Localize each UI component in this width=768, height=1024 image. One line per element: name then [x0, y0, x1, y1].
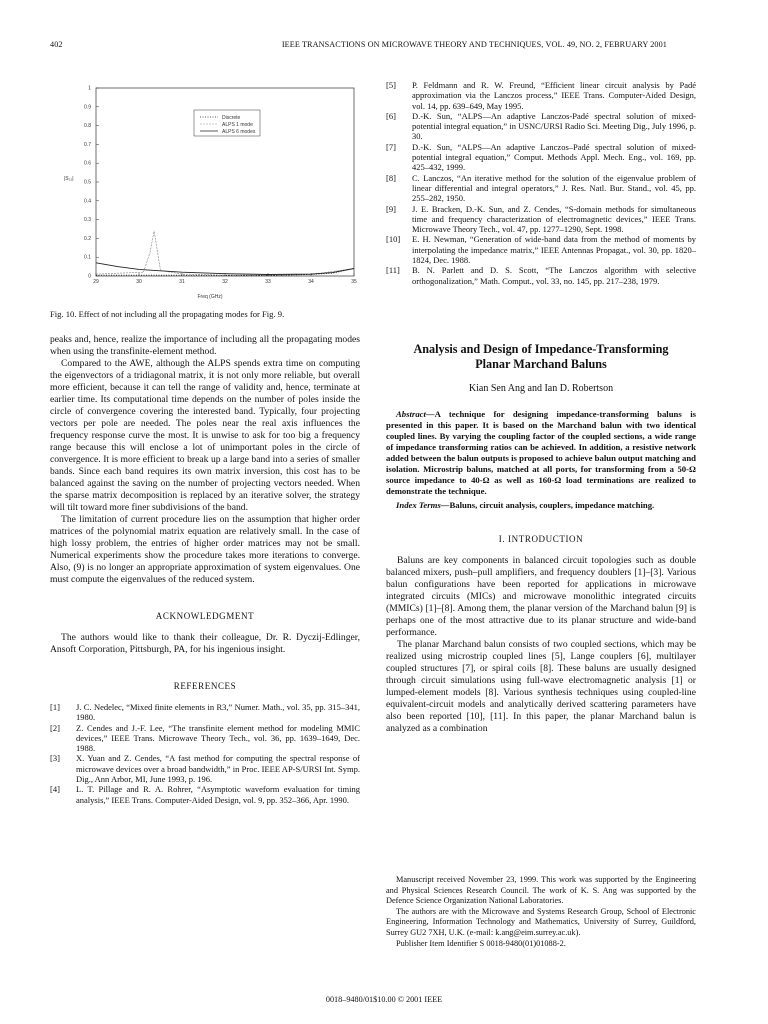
y-axis-label: |S₂₁|: [64, 176, 74, 182]
reference-number: [10]: [386, 234, 401, 245]
reference-item: [386, 80, 696, 111]
reference-text: L. T. Pillage and R. A. Rohrer, “Asymptotic waveform evaluation for timing analysis,” IEEE Trans. Computer-Aided Design, vol. 9, pp. 352–366, Apr. 1990.: [76, 784, 360, 805]
first-page-footnote: [386, 875, 696, 949]
reference-number: [7]: [386, 141, 396, 152]
abstract-label: Abstract—: [396, 408, 435, 419]
legend: [194, 110, 260, 136]
reference-item: [50, 702, 360, 723]
y-tick-label: 0.8: [84, 123, 91, 130]
x-tick-label: 31: [179, 279, 185, 285]
y-tick-label: 0.6: [84, 160, 91, 167]
introduction-heading: I. INTRODUCTION: [498, 533, 584, 544]
reference-text: B. N. Parlett and D. S. Scott, “The Lanczos algorithm with selective orthogonalization,” Math. Comput., vol. 33, no. 145, pp. 217–238, 1979.: [412, 265, 696, 286]
series-line-alps-6-modes: [96, 263, 354, 275]
reference-text: X. Yuan and Z. Cendes, “A fast method for computing the spectral response of microwave devices over a broad bandwidth,” in Proc. IEEE AP-S/URSI Int. Symp. Dig., Ann Arbor, MI, June 1993, p. 196.: [76, 753, 360, 785]
reference-number: [5]: [386, 80, 396, 90]
x-tick-label: 34: [308, 279, 314, 285]
figure-10: [50, 80, 360, 305]
x-tick-label: 30: [136, 279, 142, 285]
abstract: [386, 409, 696, 497]
page-number: 402: [50, 40, 63, 49]
reference-text: E. H. Newman, “Generation of wide-band data from the method of moments by interpolating the impedance matrix,” IEEE Antennas Propagat., vol. 30, pp. 1820–1824, Dec. 1988.: [412, 234, 696, 266]
acknowledgment-text: The authors would like to thank their colleague, Dr. R. Dyczij-Edlinger, Ansoft Corporation, Pittsburgh, PA, for his ingenious insight.: [50, 632, 360, 655]
s21-chart: [50, 80, 360, 305]
reference-text: P. Feldmann and R. W. Freund, “Efficient linear circuit analysis by Padé approximation via the Lanczos process,” IEEE Trans. Computer-Aided Design, vol. 14, pp. 639–649, May 1995.: [412, 80, 696, 111]
legend-label-alps6: ALPS 6 modes: [222, 129, 256, 135]
reference-list-right: [386, 80, 696, 286]
footnote-paragraph: Manuscript received November 23, 1999. This work was supported by the Engineering and Physical Sciences Research Council. The work of K. S. Ang was supported by the Defence Science Organization National Laboratories.: [386, 875, 696, 906]
reference-number: [2]: [50, 722, 60, 733]
reference-item: [386, 234, 696, 265]
y-tick-label: 0.7: [84, 141, 91, 148]
reference-item: [50, 723, 360, 754]
reference-item: [386, 111, 696, 142]
y-tick-label: 0.9: [84, 104, 91, 111]
reference-text: J. C. Nedelec, “Mixed finite elements in R3,” Numer. Math., vol. 35, pp. 315–341, 1980.: [76, 702, 360, 723]
reference-text: J. E. Bracken, D.-K. Sun, and Z. Cendes, “S-domain methods for simultaneous time and frequency characterization of electromagnetic devices,” IEEE Trans. Microwave Theory Tech., vol. 47, pp. 1277–1290, Sept. 1998.: [412, 203, 696, 235]
y-tick-label: 0: [88, 273, 91, 280]
reference-item: [50, 753, 360, 784]
x-axis-label: Freq (GHz): [197, 294, 223, 300]
reference-item: [386, 204, 696, 235]
right-column: [386, 80, 696, 735]
y-tick-label: 0.1: [84, 254, 91, 261]
footnote-paragraph: The authors are with the Microwave and Systems Research Group, School of Electronic Engineering, Information Technology and Mathematics, University of Surrey, Guildford, Surrey GU2 7XH, U.K. (e-mail: k.ang@eim.surrey.ac.uk).: [386, 906, 696, 937]
reference-text: D.-K. Sun, “ALPS—An adaptive Lanczos–Padé spectral solution of mixed-potential integral equation,” Comput. Methods Appl. Mech. Eng., vol. 169, pp. 425–432, 1999.: [412, 141, 696, 173]
reference-number: [1]: [50, 702, 60, 712]
reference-number: [11]: [386, 265, 400, 276]
footnote-paragraph: Publisher Item Identifier S 0018-9480(01)01088-2.: [396, 938, 566, 948]
reference-item: [386, 265, 696, 286]
index-terms-label: Index Terms—: [396, 499, 450, 510]
y-tick-label: 1: [88, 85, 91, 92]
y-tick-label: 0.5: [84, 179, 91, 186]
reference-item: [386, 173, 696, 204]
reference-text: Z. Cendes and J.-F. Lee, “The transfinite element method for modeling MMIC devices,” IEEE Trans. Microwave Theory Tech., vol. 36, pp. 1639–1649, Dec. 1988.: [76, 722, 360, 754]
index-terms: [386, 500, 696, 511]
body-paragraph: The limitation of current procedure lies on the assumption that higher order matrices of the polynomial matrix equation are relatively small. In the case of high lossy problem, the entries of higher order matrices may not be small. Numerical experiments show the procedure takes more iterations to converge. Also, (9) is no longer an appropriate approximation of system eigenvalues. One must compute the eigenvalues of the reduced system.: [50, 514, 360, 585]
article-title: Analysis and Design of Impedance-Transforming Planar Marchand Baluns: [413, 341, 669, 371]
journal-running-head: IEEE TRANSACTIONS ON MICROWAVE THEORY AND TECHNIQUES, VOL. 49, NO. 2, FEBRUARY 2001: [281, 40, 667, 49]
y-tick-label: 0.4: [84, 198, 91, 205]
x-tick-label: 32: [222, 279, 228, 285]
y-tick-label: 0.2: [84, 235, 91, 242]
reference-text: C. Lanczos, “An iterative method for the solution of the eigenvalue problem of linear differential and integral operators,” J. Res. Natl. Bur. Stand., vol. 45, pp. 255–282, 1950.: [412, 172, 696, 204]
body-paragraph: peaks and, hence, realize the importance of including all the propagating modes when using the transfinite-element method.: [50, 334, 360, 357]
left-body: [50, 334, 360, 586]
acknowledgment-heading: ACKNOWLEDGMENT: [155, 611, 255, 621]
references-heading: REFERENCES: [173, 681, 237, 691]
reference-number: [4]: [50, 784, 60, 795]
body-paragraph: The planar Marchand balun consists of two coupled sections, which may be realized using microstrip coupled lines [5], Lange couplers [6], multilayer coupled structures [7], or spiral coils [8]. These baluns are usually designed through circuit simulations using full-wave electromagnetic analysis [1] or lumped-element models [8]. Various synthesis techniques using coupled-line equivalent-circuit models and analytically derived scattering parameters have also been reported [10], [11]. In this paper, the planar Marchand balun is analyzed as a combination: [386, 638, 696, 734]
reference-number: [9]: [386, 203, 396, 214]
x-tick-label: 35: [351, 279, 357, 285]
left-column: [50, 80, 360, 805]
reference-text: D.-K. Sun, “ALPS—An adaptive Lanczos-Padé spectral solution of mixed-potential integral equation,” in USNC/URSI Radio Sci. Meeting Dig., July 1996, p. 30.: [412, 110, 696, 142]
index-terms-text: Baluns, circuit analysis, couplers, impedance matching.: [449, 499, 655, 510]
reference-number: [3]: [50, 753, 60, 764]
reference-number: [6]: [386, 110, 396, 121]
x-tick-label: 33: [265, 279, 271, 285]
x-tick-label: 29: [93, 279, 99, 285]
figure-caption: Fig. 10. Effect of not including all the propagating modes for Fig. 9.: [50, 309, 285, 319]
body-paragraph: Baluns are key components in balanced circuit topologies such as double balanced mixers, push–pull amplifiers, and frequency doublers [1]–[3]. Various balun configurations have been reported for applications in microwave integrated circuits (MICs) and microwave monolithic integrated circuits (MMICs) [1]–[8]. Among them, the planar version of the Marchand balun [9] is perhaps one of the most attractive due to its planar structure and wide-band performance.: [386, 554, 696, 638]
y-tick-label: 0.3: [84, 217, 91, 224]
legend-label-discrete: Discrete: [222, 115, 241, 121]
copyright-footer: 0018–9480/01$10.00 © 2001 IEEE: [325, 995, 443, 1004]
reference-item: [50, 784, 360, 805]
abstract-text: A technique for designing impedance-transforming baluns is presented in this paper. It is based on the Marchand balun with two identical coupled lines. By varying the coupling factor of the coupled sections, a wide range of impedance transforming ratios can be achieved. In addition, a resistive network added between the balun outputs is proposed to achieve balun output matching and isolation. Microstrip baluns, matched at all ports, for transforming from a 50-Ω source impedance to 40-Ω as well as 160-Ω load terminations are realized to demonstrate the technique.: [386, 408, 696, 496]
reference-item: [386, 142, 696, 173]
legend-label-alps1: ALPS 1 mode: [222, 122, 253, 128]
article-authors: Kian Sen Ang and Ian D. Robertson: [468, 382, 614, 394]
reference-number: [8]: [386, 172, 396, 183]
body-paragraph: Compared to the AWE, although the ALPS spends extra time on computing the eigenvectors of a tridiagonal matrix, it is not only more reliable, but overall more efficient, because it can tell the range of validity and, hence, terminate at earlier time. Its computational time depends on the number of poles inside the circle of convergence covering the interested band. Typically, four projecting vectors per pole are needed. The poles near the real axis influences the frequency response curve the most. It is unwise to ask for too big a frequency range because this will enclose a lot of unimportant poles in the circle of convergence. It is more efficient to break up a large band into a series of smaller bands. Since each band requires its own matrix inversion, this cost has to be balanced against the saving on the number of projecting vectors needed. When the sparse matrix decomposition is replaced by an iterative solver, the strategy will tilt toward more finer subdivisions of the band.: [50, 358, 360, 513]
reference-list-left: [50, 702, 360, 805]
